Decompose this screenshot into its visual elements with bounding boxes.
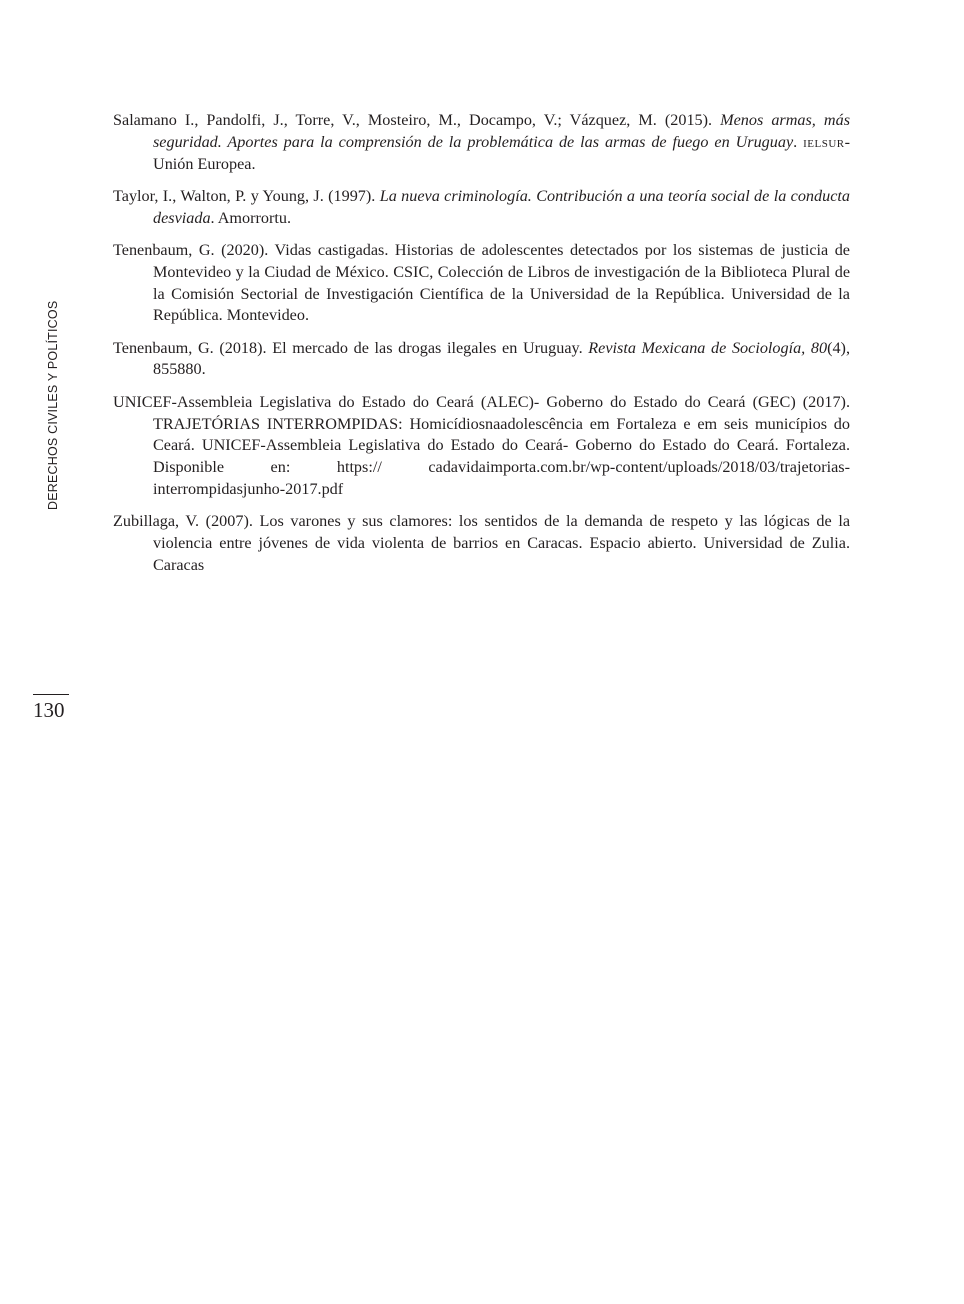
- running-section-title: DERECHOS CIVILES Y POLÍTICOS: [46, 300, 60, 510]
- reference-text: (4), 855880.: [153, 338, 850, 379]
- reference-text: Taylor, I., Walton, P. y Young, J. (1997).: [113, 186, 380, 205]
- reference-entry: [113, 110, 850, 175]
- reference-list: [113, 110, 850, 587]
- reference-publisher: ielsur: [803, 132, 845, 151]
- page-number: 130: [33, 698, 65, 722]
- reference-title: Menos armas, más seguridad. Aportes para la comprensión de la problemática de las armas de fuego en Uruguay: [153, 111, 850, 151]
- reference-text: Salamano I., Pandolfi, J., Torre, V., Mosteiro, M., Docampo, V.; Vázquez, M. (2015).: [113, 111, 721, 129]
- reference-text: -Unión Europea.: [153, 132, 850, 173]
- reference-entry: [113, 186, 850, 230]
- reference-entry: [113, 511, 850, 576]
- reference-text: Tenenbaum, G. (2018). El mercado de las drogas ilegales en Uruguay.: [113, 338, 589, 357]
- reference-text: Zubillaga, V. (2007). Los varones y sus clamores: los sentidos de la demanda de respeto y las lógicas de la violencia entre jóvenes de vida violenta de barrios en Caracas. Espacio abierto. Universidad de Zulia. Caracas: [113, 512, 850, 574]
- reference-title: La nueva criminología. Contribución a una teoría social de la conducta desviada: [153, 186, 850, 227]
- reference-text: Tenenbaum, G. (2020). Vidas castigadas. Historias de adolescentes detectados por los sistemas de justicia de Montevideo y la Ciudad de México. CSIC, Colección de Libros de investigación de la Biblioteca Plural de la Comisión Sectorial de Investigación Científica de la Universidad de la República. Universidad de la República. Montevideo.: [113, 240, 850, 325]
- reference-text: UNICEF-Assembleia Legislativa do Estado do Ceará (ALEC)- Goberno do Estado do Ceará (GEC) (2017). TRAJETÓRIAS INTERROMPIDAS: Homicídiosnaadolescência em Fortaleza e em seis municípios do Ceará. UNICEF-Assembleia Legislativa do Estado do Ceará- Goberno do Estado do Ceará. Fortaleza. Disponible en: https:// cadavidaimporta.com.br/wp-content/uploads/2018/03/trajetorias-interrompidasjunho-2017.pdf: [113, 392, 850, 498]
- reference-entry: [113, 240, 850, 327]
- reference-entry: [113, 338, 850, 382]
- reference-title: Revista Mexicana de Sociología, 80: [588, 338, 828, 357]
- page-number-rule: [33, 694, 69, 695]
- reference-entry: [113, 392, 850, 501]
- reference-text: . Amorrortu.: [210, 208, 292, 227]
- reference-text: .: [793, 132, 804, 151]
